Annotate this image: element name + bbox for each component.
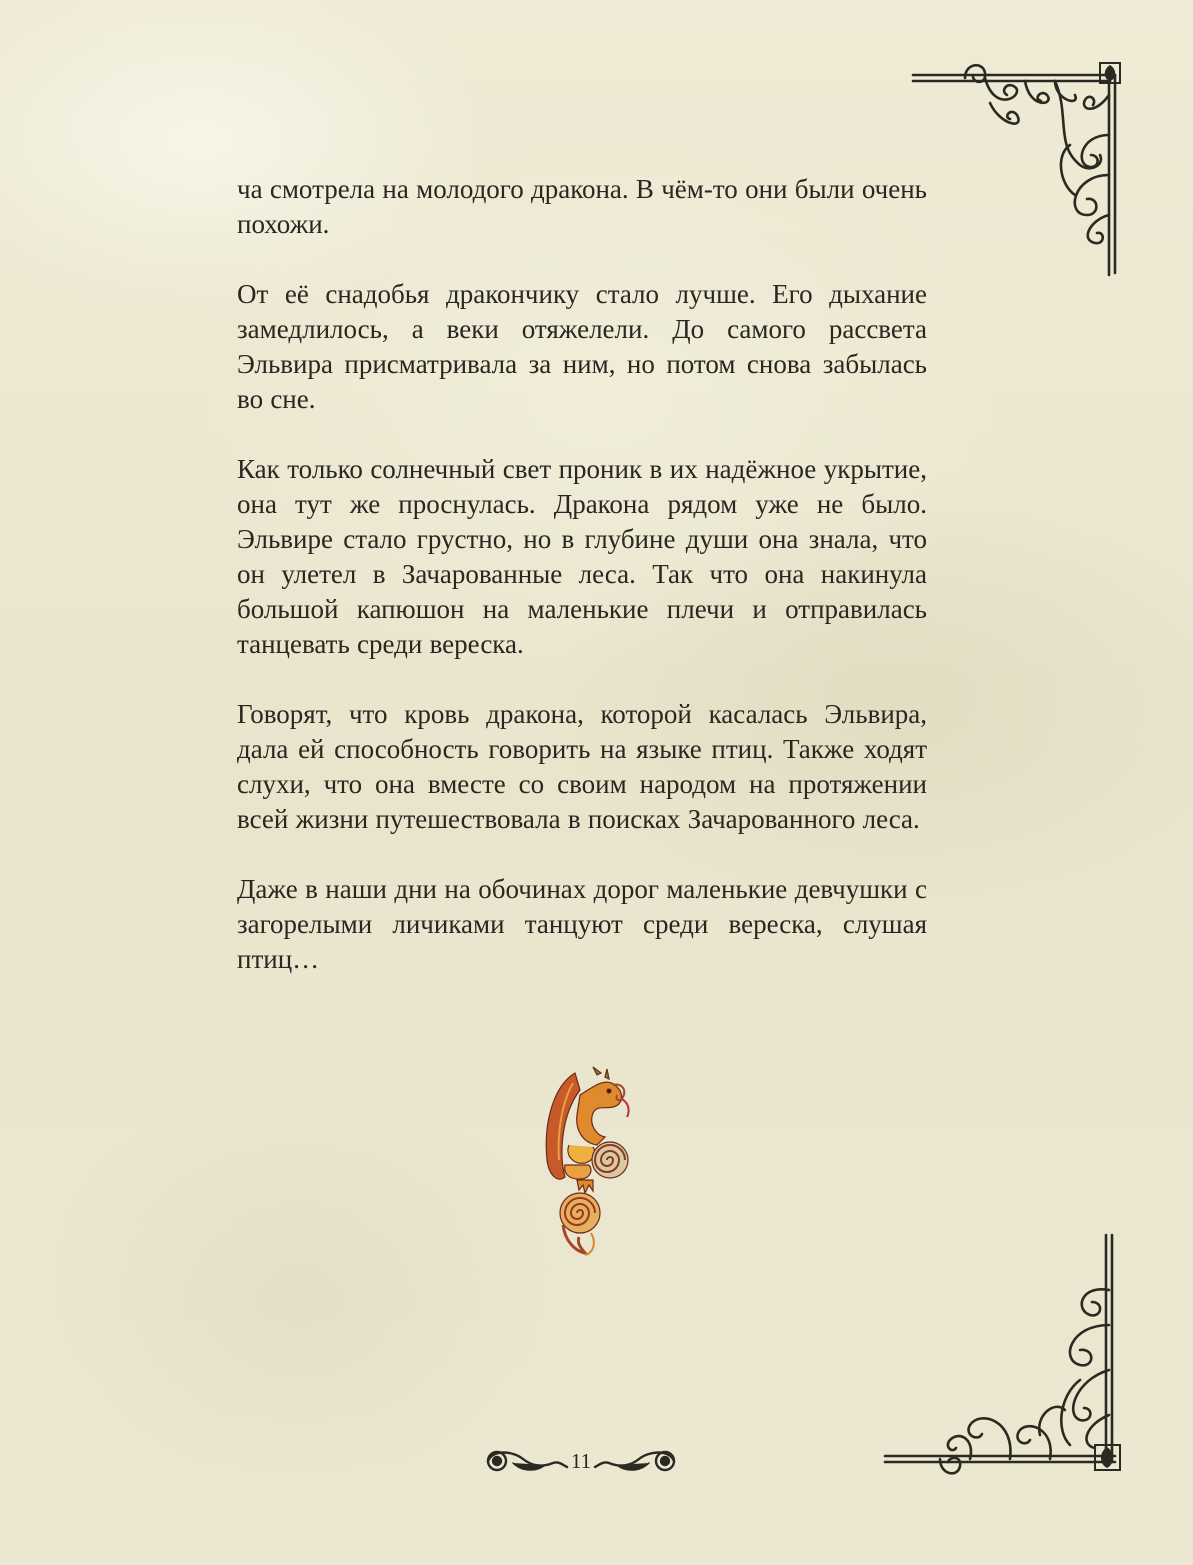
paragraph-3: Как только солнечный свет проник в их надёжное укрытие, она тут же проснулась. Дракона рядом уже не было. Эльвире стало грустно, но в глубине души она знала, что он улетел в Зачарованные леса. Так что она накинула большой капюшон на маленькие плечи и отправилась танцевать среди вереска. — [237, 454, 927, 659]
dragon-illustration-icon — [535, 1065, 640, 1260]
story-text — [237, 172, 927, 1012]
page-number-area — [483, 1443, 679, 1479]
corner-ornament-top-right-icon — [905, 55, 1135, 280]
paragraph-4: Говорят, что кровь дракона, которой касалась Эльвира, дала ей способность говорить на языке птиц. Также ходят слухи, что она вместе со своим народом на протяжении всей жизни путешествовала в поисках Зачарованного леса. — [237, 699, 927, 834]
corner-ornament-bottom-right-icon — [880, 1230, 1130, 1490]
page-number: 11 — [570, 1449, 592, 1473]
paragraph-1: ча смотрела на молодого дракона. В чём-то они были очень похожи. — [237, 174, 927, 239]
paragraph-5: Даже в наши дни на обочинах дорог маленькие девчушки с загорелыми личиками танцуют среди вереска, слушая птиц… — [237, 874, 927, 974]
paragraph-2: От её снадобья дракончику стало лучше. Его дыхание замедлилось, а веки отяжелели. До самого рассвета Эльвира присматривала за ним, но потом снова забылась во сне. — [237, 279, 927, 414]
